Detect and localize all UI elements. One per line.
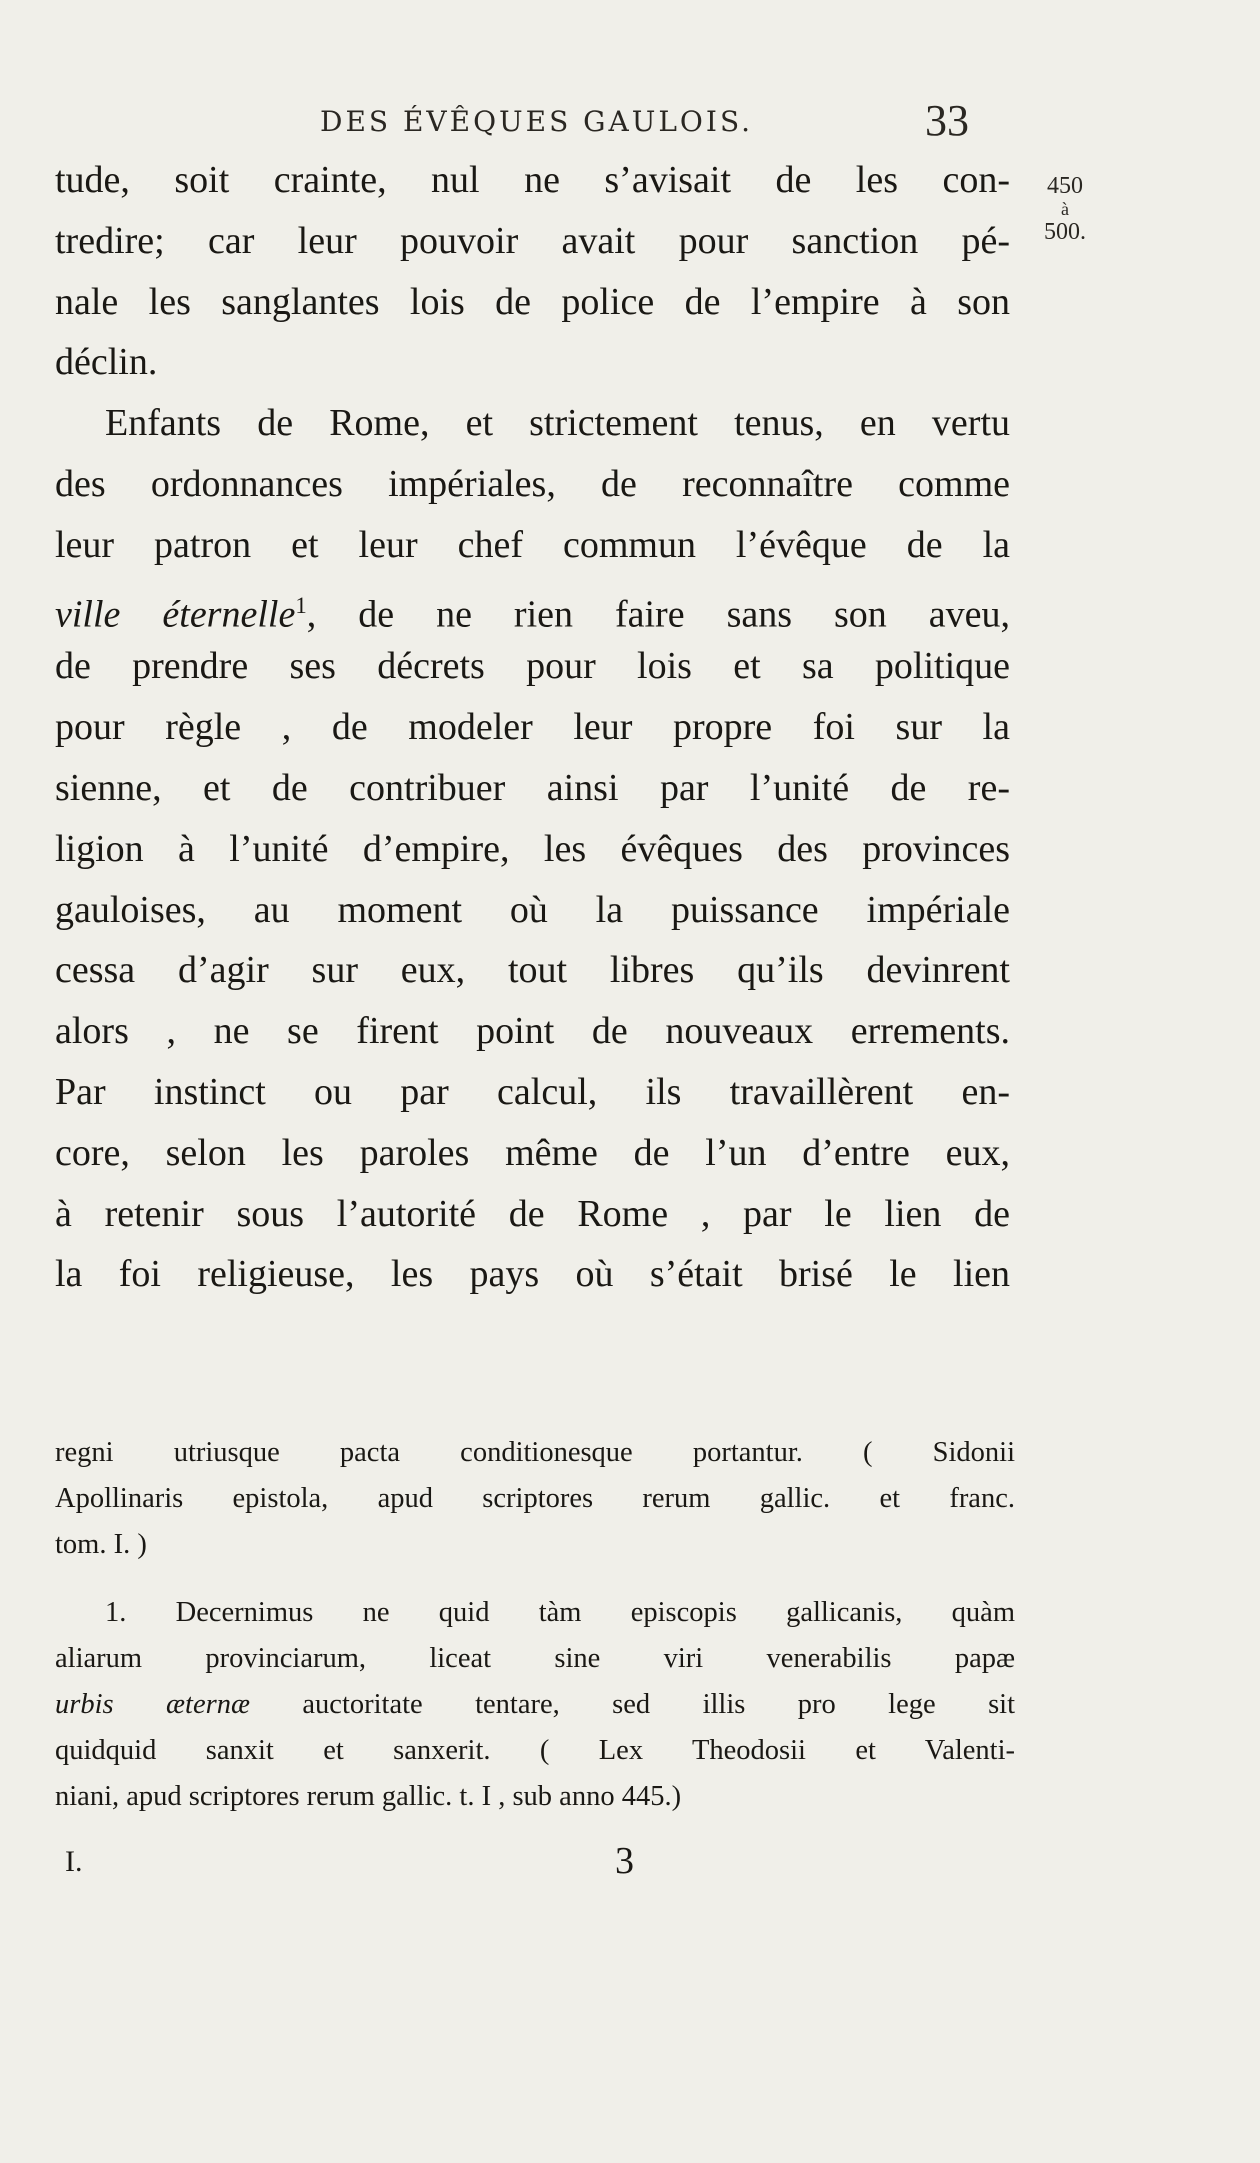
margin-date-from: 450 xyxy=(1047,173,1083,199)
margin-date-note xyxy=(1030,172,1100,246)
page-header xyxy=(0,95,1260,155)
footnote-line xyxy=(55,1682,1015,1728)
text-fragment: , de ne rien faire sans son aveu, xyxy=(306,593,1010,636)
text-line: pour règle , de modeler leur propre foi sur la xyxy=(55,706,1010,749)
italic-phrase: urbis æternæ xyxy=(55,1689,250,1720)
text-line: à retenir sous l’autorité de Rome , par le lien de xyxy=(55,1192,1010,1235)
text-fragment: auctoritate tentare, sed illis pro lege sit xyxy=(249,1689,1016,1720)
footnote-1 xyxy=(55,1590,1015,1820)
text-line: sienne, et de contribuer ainsi par l’unité de re- xyxy=(55,766,1010,809)
text-line: Enfants de Rome, et strictement tenus, en vertu xyxy=(105,402,1010,445)
footnote-line: quidquid sanxit et sanxerit. ( Lex Theodosii et Valenti- xyxy=(55,1735,1015,1766)
text-line xyxy=(55,576,1010,637)
margin-date-to: 500. xyxy=(1044,219,1086,245)
text-line: Par instinct ou par calcul, ils travaillèrent en- xyxy=(55,1070,1010,1113)
footnote-line: Apollinaris epistola, apud scriptores rerum gallic. et franc. xyxy=(55,1483,1015,1514)
text-line: ligion à l’unité d’empire, les évêques des provinces xyxy=(55,827,1010,870)
footnote-continuation xyxy=(55,1430,1015,1568)
footnote-line: regni utriusque pacta conditionesque portantur. ( Sidonii xyxy=(55,1437,1015,1468)
text-line: gauloises, au moment où la puissance impériale xyxy=(55,888,1010,931)
footnote-line: tom. I. ) xyxy=(55,1529,147,1560)
page-number: 33 xyxy=(925,96,969,145)
footnote-line: niani, apud scriptores rerum gallic. t. I , sub anno 445.) xyxy=(55,1781,682,1812)
signature-mark xyxy=(55,1840,1015,1885)
text-line: core, selon les paroles même de l’un d’entre eux, xyxy=(55,1131,1010,1174)
text-line: des ordonnances impériales, de reconnaître comme xyxy=(55,462,1010,505)
text-line: nale les sanglantes lois de police de l’empire à son xyxy=(55,280,1010,323)
footnote-line: 1. Decernimus ne quid tàm episcopis gallicanis, quàm xyxy=(105,1597,1015,1628)
text-line: tredire; car leur pouvoir avait pour sanction pé- xyxy=(55,219,1010,262)
footnote-line: aliarum provinciarum, liceat sine viri venerabilis papæ xyxy=(55,1643,1015,1674)
sheet-signature: 3 xyxy=(615,1840,634,1882)
italic-phrase: ville éternelle xyxy=(55,593,296,636)
text-line: leur patron et leur chef commun l’évêque de la xyxy=(55,523,1010,566)
text-line: alors , ne se firent point de nouveaux errements. xyxy=(55,1010,1010,1053)
footnote-ref: 1 xyxy=(295,592,307,618)
text-line: la foi religieuse, les pays où s’était brisé le lien xyxy=(55,1253,1010,1296)
margin-date-separator: à xyxy=(1061,199,1069,219)
main-text xyxy=(55,150,1010,1305)
text-line: cessa d’agir sur eux, tout libres qu’ils devinrent xyxy=(55,949,1010,992)
text-line: tude, soit crainte, nul ne s’avisait de les con- xyxy=(55,159,1010,201)
running-head: DES ÉVÊQUES GAULOIS. xyxy=(320,105,754,138)
text-line: de prendre ses décrets pour lois et sa politique xyxy=(55,645,1010,688)
text-line: déclin. xyxy=(55,341,158,384)
volume-signature: I. xyxy=(65,1845,83,1878)
